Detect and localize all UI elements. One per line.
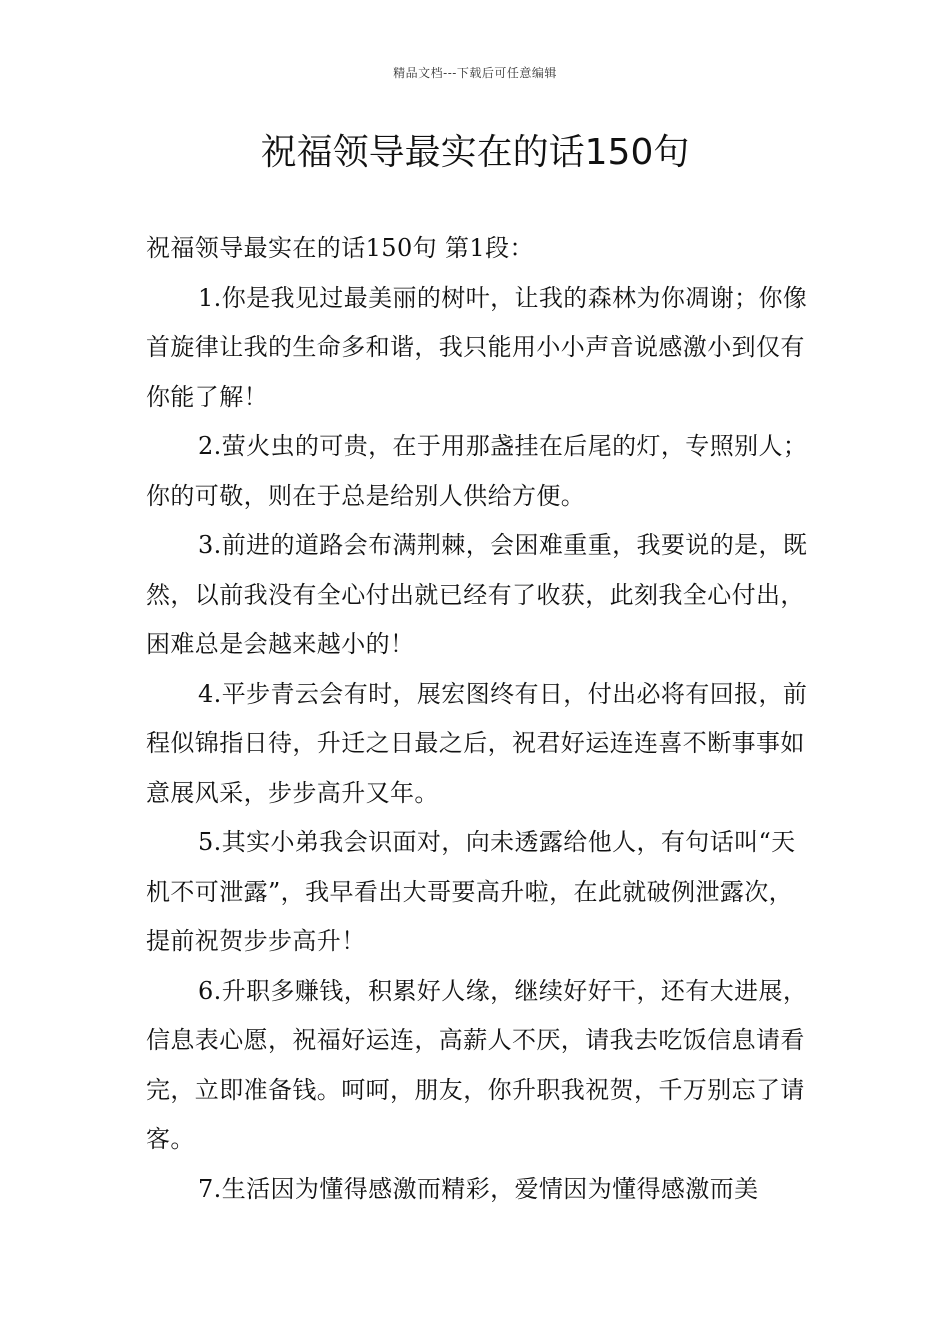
paragraph-1: 1.你是我见过最美丽的树叶，让我的森林为你凋谢；你像首旋律让我的生命多和谐，我只能用小小声音说感激小到仅有你能了解！	[146, 283, 808, 411]
paragraph-4: 4.平步青云会有时，展宏图终有日，付出必将有回报，前程似锦指日待，升迁之日最之后，祝君好运连连喜不断事事如意展风采，步步高升又年。	[146, 679, 808, 807]
paragraph-6: 6.升职多赚钱，积累好人缘，继续好好干，还有大进展，信息表心愿，祝福好运连，高薪人不厌，请我去吃饭信息请看完，立即准备钱。呵呵，朋友，你升职我祝贺，千万别忘了请客。	[146, 976, 808, 1153]
document-title: 祝福领导最实在的话150句	[260, 132, 690, 173]
paragraph-2: 2.萤火虫的可贵，在于用那盏挂在后尾的灯，专照别人；你的可敬，则在于总是给别人供给方便。	[146, 432, 808, 510]
section-heading: 祝福领导最实在的话150句 第1段：	[146, 234, 534, 262]
paragraph-5: 5.其实小弟我会识面对，向未透露给他人，有句话叫“天机不可泄露”，我早看出大哥要高升啦，在此就破例泄露次，提前祝贺步步高升！	[146, 828, 796, 955]
header-note: 精品文档---下载后可任意编辑	[393, 66, 557, 80]
paragraph-3: 3.前进的道路会布满荆棘，会困难重重，我要说的是，既然，以前我没有全心付出就已经有了收获，此刻我全心付出，困难总是会越来越小的！	[146, 531, 808, 658]
paragraph-7: 7.生活因为懂得感激而精彩，爱情因为懂得感激而美	[198, 1174, 759, 1203]
document-body	[146, 224, 811, 1214]
